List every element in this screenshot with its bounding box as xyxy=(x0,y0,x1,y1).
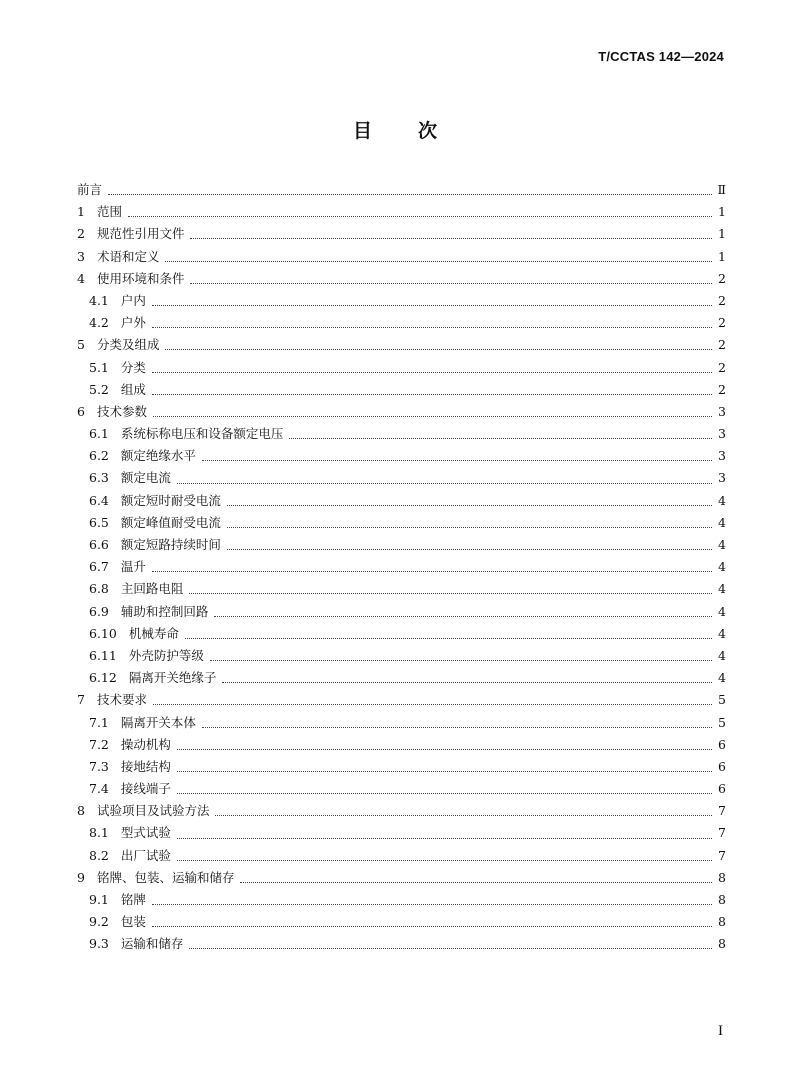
toc-dot-leader xyxy=(152,371,712,373)
toc-dot-leader xyxy=(190,282,712,284)
toc-entry-page: 4 xyxy=(718,492,726,508)
toc-dot-leader xyxy=(153,703,712,705)
toc-entry-label: 额定绝缘水平 xyxy=(120,448,196,464)
toc-entry-number: 7.1 xyxy=(89,714,109,730)
toc-entry-page: 3 xyxy=(718,403,726,419)
toc-entry-page: Ⅱ xyxy=(717,182,726,197)
toc-entry-page: 8 xyxy=(718,914,726,930)
toc-dot-leader xyxy=(128,215,712,217)
toc-entry-label: 型式试验 xyxy=(120,825,171,841)
toc-entry[interactable] xyxy=(77,690,726,712)
toc-entry-number: 9 xyxy=(77,869,85,885)
toc-entry-number: 7.2 xyxy=(89,736,109,752)
toc-dot-leader xyxy=(177,859,712,861)
toc-entry[interactable] xyxy=(77,380,726,402)
toc-entry-label: 辅助和控制回路 xyxy=(120,603,209,619)
toc-entry-number: 8 xyxy=(77,803,85,819)
toc-entry[interactable] xyxy=(77,890,726,912)
toc-dot-leader xyxy=(214,615,712,617)
toc-entry[interactable] xyxy=(77,202,726,224)
toc-entry[interactable] xyxy=(77,912,726,934)
toc-entry-page: 2 xyxy=(718,292,726,308)
toc-entry-page: 7 xyxy=(718,803,726,819)
toc-entry[interactable] xyxy=(77,934,726,956)
toc-entry-page: 4 xyxy=(718,559,726,575)
toc-entry-page: 4 xyxy=(718,625,726,641)
toc-dot-leader xyxy=(177,748,712,750)
toc-entry[interactable] xyxy=(77,402,726,424)
toc-entry[interactable] xyxy=(77,535,726,557)
toc-entry-page: 6 xyxy=(718,736,726,752)
toc-entry-page: 6 xyxy=(718,758,726,774)
toc-entry-label: 规范性引用文件 xyxy=(96,226,185,242)
toc-dot-leader xyxy=(189,592,712,594)
toc-entry[interactable] xyxy=(77,491,726,513)
toc-entry-label: 技术要求 xyxy=(96,692,147,708)
toc-entry-label: 接线端子 xyxy=(120,781,171,797)
toc-entry[interactable] xyxy=(77,646,726,668)
toc-entry-label: 隔离开关本体 xyxy=(120,714,196,730)
toc-entry-label: 出厂试验 xyxy=(120,847,171,863)
toc-entry-page: 4 xyxy=(718,537,726,552)
toc-dot-leader xyxy=(202,459,712,461)
toc-entry-number: 7 xyxy=(77,692,85,708)
toc-entry[interactable] xyxy=(77,735,726,757)
toc-entry-number: 5 xyxy=(77,337,85,353)
toc-entry-number: 4.2 xyxy=(89,315,109,331)
toc-entry[interactable] xyxy=(77,713,726,735)
toc-dot-leader xyxy=(202,726,712,728)
toc-entry[interactable] xyxy=(77,247,726,269)
toc-dot-leader xyxy=(152,393,712,395)
toc-entry[interactable] xyxy=(77,602,726,624)
toc-entry-label: 户内 xyxy=(120,292,146,308)
toc-entry-number: 6.12 xyxy=(89,670,117,686)
toc-entry-page: 1 xyxy=(718,226,726,242)
toc-dot-leader xyxy=(165,260,712,262)
toc-entry[interactable] xyxy=(77,868,726,890)
toc-entry-number: 9.3 xyxy=(89,936,109,952)
toc-entry-page: 6 xyxy=(718,781,726,797)
toc-dot-leader xyxy=(190,237,712,239)
toc-entry-page: 1 xyxy=(718,248,726,264)
toc-entry-number: 6.7 xyxy=(89,559,109,575)
toc-entry-page: 3 xyxy=(718,426,726,442)
toc-dot-leader xyxy=(227,526,712,528)
toc-entry-label: 试验项目及试验方法 xyxy=(96,803,210,819)
toc-dot-leader xyxy=(177,770,712,772)
toc-dot-leader xyxy=(210,659,712,661)
toc-entry-number: 6.1 xyxy=(89,426,109,442)
page-number: I xyxy=(718,1023,723,1039)
toc-entry-number: 8.1 xyxy=(89,825,109,841)
toc-entry[interactable] xyxy=(77,468,726,490)
toc-entry-label: 技术参数 xyxy=(96,403,147,419)
toc-entry-page: 4 xyxy=(718,647,726,663)
toc-entry-label: 运输和储存 xyxy=(120,936,184,952)
toc-entry-label: 额定短时耐受电流 xyxy=(120,492,221,508)
toc-dot-leader xyxy=(152,304,712,306)
toc-dot-leader xyxy=(227,548,712,550)
toc-entry-label: 操动机构 xyxy=(120,736,171,752)
toc-entry-label: 铭牌、包装、运输和储存 xyxy=(96,869,235,885)
toc-dot-leader xyxy=(152,326,712,328)
toc-entry-number: 6.11 xyxy=(89,647,117,663)
toc-entry-label: 前言 xyxy=(77,182,103,197)
toc-entry-number: 6.6 xyxy=(89,537,109,552)
toc-entry[interactable] xyxy=(77,180,726,202)
toc-entry[interactable] xyxy=(77,557,726,579)
toc-entry-number: 1 xyxy=(77,204,85,220)
toc-dot-leader xyxy=(177,482,712,484)
toc-entry[interactable] xyxy=(77,291,726,313)
toc-entry-number: 3 xyxy=(77,248,85,264)
toc-entry[interactable] xyxy=(77,424,726,446)
toc-entry-label: 接地结构 xyxy=(120,758,171,774)
toc-entry[interactable] xyxy=(77,313,726,335)
toc-dot-leader xyxy=(289,437,712,439)
toc-dot-leader xyxy=(227,504,712,506)
toc-dot-leader xyxy=(152,903,712,905)
toc-entry-page: 2 xyxy=(718,381,726,397)
toc-entry[interactable] xyxy=(77,513,726,535)
toc-entry[interactable] xyxy=(77,579,726,601)
toc-entry-page: 2 xyxy=(718,270,726,286)
toc-entry-number: 6.3 xyxy=(89,470,109,486)
toc-dot-leader xyxy=(189,947,712,949)
toc-dot-leader xyxy=(215,814,712,816)
toc-entry-label: 额定峰值耐受电流 xyxy=(120,514,221,530)
toc-dot-leader xyxy=(153,415,712,417)
toc-entry-page: 4 xyxy=(718,603,726,619)
toc-dot-leader xyxy=(108,193,711,195)
toc-entry-label: 术语和定义 xyxy=(96,248,160,264)
toc-entry-page: 2 xyxy=(718,315,726,331)
toc-dot-leader xyxy=(240,881,712,883)
toc-entry-number: 2 xyxy=(77,226,85,242)
toc-dot-leader xyxy=(165,348,712,350)
toc-entry-label: 分类 xyxy=(120,359,146,375)
toc-entry-label: 温升 xyxy=(120,559,146,575)
toc-entry-number: 6.9 xyxy=(89,603,109,619)
toc-entry-label: 包装 xyxy=(120,914,146,930)
toc-entry[interactable] xyxy=(77,446,726,468)
toc-entry[interactable] xyxy=(77,335,726,357)
toc-entry-number: 9.1 xyxy=(89,892,109,907)
toc-entry-page: 2 xyxy=(718,359,726,375)
table-of-contents xyxy=(77,180,726,957)
toc-entry-page: 3 xyxy=(718,448,726,464)
toc-entry-number: 6.4 xyxy=(89,492,109,508)
toc-entry-page: 7 xyxy=(718,847,726,863)
toc-entry-label: 外壳防护等级 xyxy=(128,647,204,663)
toc-entry-page: 5 xyxy=(718,692,726,708)
toc-entry-label: 使用环境和条件 xyxy=(96,270,185,286)
toc-entry-page: 8 xyxy=(718,936,726,952)
toc-dot-leader xyxy=(177,837,712,839)
toc-entry-number: 5.1 xyxy=(89,359,109,375)
document-code: T/CCTAS 142—2024 xyxy=(598,49,724,64)
toc-entry-number: 6.10 xyxy=(89,625,117,641)
toc-entry-label: 铭牌 xyxy=(120,892,146,907)
toc-entry-page: 7 xyxy=(718,825,726,841)
toc-entry[interactable] xyxy=(77,846,726,868)
toc-entry-page: 4 xyxy=(718,670,726,686)
toc-entry-label: 主回路电阻 xyxy=(120,581,184,597)
toc-entry-label: 分类及组成 xyxy=(96,337,160,353)
toc-entry-label: 额定电流 xyxy=(120,470,171,486)
toc-entry-number: 6.5 xyxy=(89,514,109,530)
toc-entry-number: 6 xyxy=(77,403,85,419)
page-title: 目次 xyxy=(352,120,483,142)
toc-dot-leader xyxy=(152,925,712,927)
toc-entry-number: 7.4 xyxy=(89,781,109,797)
toc-entry-page: 2 xyxy=(718,337,726,353)
toc-dot-leader xyxy=(222,681,712,683)
toc-entry-page: 4 xyxy=(718,514,726,530)
toc-entry-page: 1 xyxy=(718,204,726,220)
toc-entry-number: 9.2 xyxy=(89,914,109,930)
toc-entry-number: 8.2 xyxy=(89,847,109,863)
toc-entry-label: 额定短路持续时间 xyxy=(120,537,221,552)
toc-dot-leader xyxy=(152,570,712,572)
toc-dot-leader xyxy=(185,637,712,639)
toc-entry[interactable] xyxy=(77,269,726,291)
toc-entry-label: 机械寿命 xyxy=(128,625,179,641)
toc-entry-page: 3 xyxy=(718,470,726,486)
toc-entry-number: 4.1 xyxy=(89,292,109,308)
toc-entry[interactable] xyxy=(77,801,726,823)
toc-dot-leader xyxy=(177,792,712,794)
toc-entry-label: 范围 xyxy=(96,204,122,220)
toc-entry-number: 4 xyxy=(77,270,85,286)
toc-entry-label: 隔离开关绝缘子 xyxy=(128,670,217,686)
toc-entry-number: 6.8 xyxy=(89,581,109,597)
toc-entry[interactable] xyxy=(77,358,726,380)
toc-entry[interactable] xyxy=(77,823,726,845)
toc-entry[interactable] xyxy=(77,668,726,690)
toc-entry-number: 6.2 xyxy=(89,448,109,464)
toc-entry-number: 5.2 xyxy=(89,381,109,397)
toc-entry-page: 8 xyxy=(718,892,726,907)
toc-entry-label: 系统标称电压和设备额定电压 xyxy=(120,426,284,442)
toc-entry[interactable] xyxy=(77,624,726,646)
toc-entry[interactable] xyxy=(77,224,726,246)
toc-entry-label: 户外 xyxy=(120,315,146,331)
toc-entry[interactable] xyxy=(77,757,726,779)
toc-entry-page: 4 xyxy=(718,581,726,597)
toc-entry-number: 7.3 xyxy=(89,758,109,774)
toc-entry-label: 组成 xyxy=(120,381,146,397)
toc-entry[interactable] xyxy=(77,779,726,801)
toc-entry-page: 5 xyxy=(718,714,726,730)
toc-entry-page: 8 xyxy=(718,869,726,885)
